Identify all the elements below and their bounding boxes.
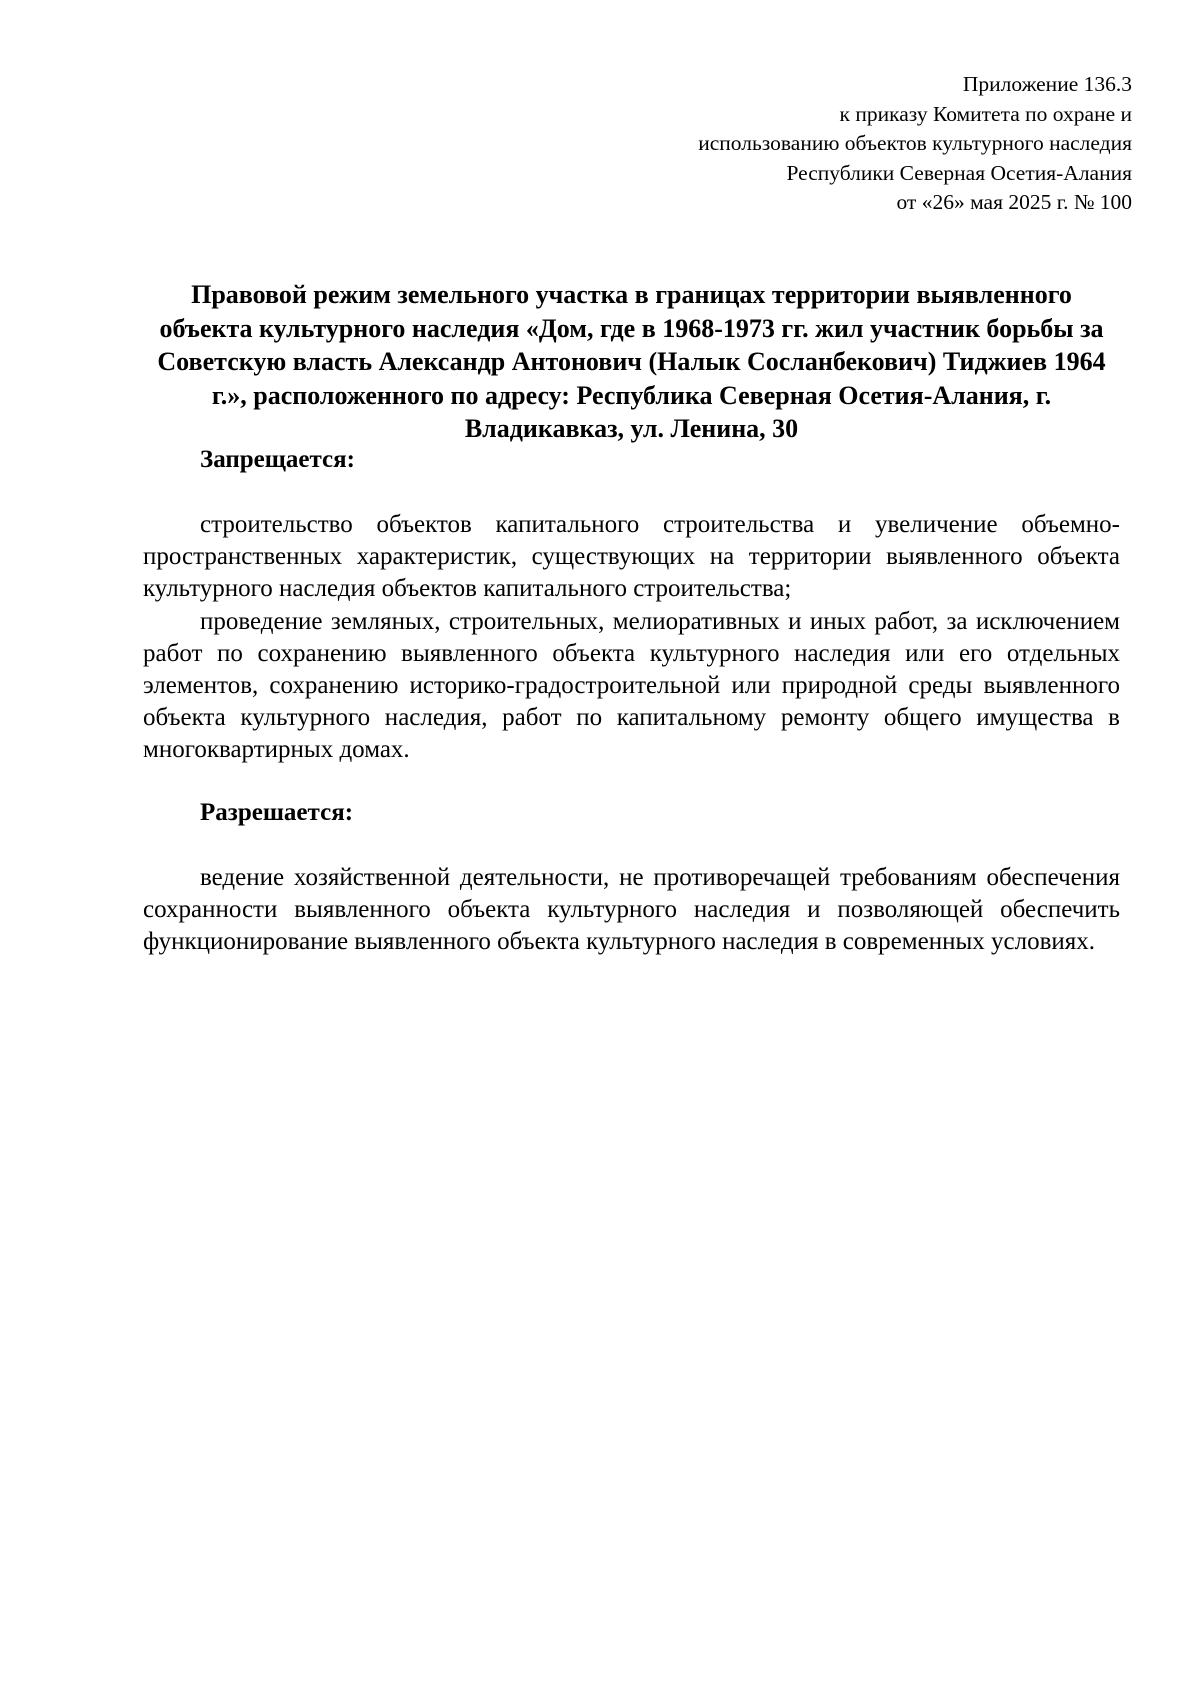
appendix-reference	[432, 70, 1132, 218]
document-title: Правовой режим земельного участка в границах территории выявленного объекта культурного наследия «Дом, где в 1968-1973 гг. жил участник борьбы за Советскую власть Александр Антонович (Налык Сосланбекович) Тиджиев 1964 г.», расположенного по адресу: Республика Северная Осетия-Алания, г. Владикавказ, ул. Ленина, 30	[157, 280, 1106, 443]
allowed-paragraph: ведение хозяйственной деятельности, не противоречащей требованиям обеспечения сохранности выявленного объекта культурного наследия и позволяющей обеспечить функционирование выявленного объекта культурного наследия в современных условиях.	[143, 864, 1120, 955]
appendix-committee-line: использованию объектов культурного наследия	[698, 131, 1132, 155]
appendix-order-line: к приказу Комитета по охране и	[839, 101, 1132, 126]
appendix-date-line: от «26» мая 2025 г. № 100	[896, 190, 1132, 214]
appendix-republic-line: Республики Северная Осетия-Алания	[786, 160, 1132, 185]
prohibited-paragraph: строительство объектов капитального строительства и увеличение объемно-пространственных характеристик, существующих на территории выявленного объекта культурного наследия объектов капитального строительства;	[143, 511, 1120, 602]
prohibited-paragraph: проведение земляных, строительных, мелиоративных и иных работ, за исключением работ по сохранению выявленного объекта культурного наследия или его отдельных элементов, сохранению историко-градостроительной или природной среды выявленного объекта культурного наследия, работ по капитальному ремонту общего имущества в многоквартирных домах.	[143, 608, 1120, 763]
prohibited-heading: Запрещается:	[200, 446, 356, 473]
appendix-number: Приложение 136.3	[962, 72, 1132, 96]
allowed-heading: Разрешается:	[200, 799, 354, 826]
